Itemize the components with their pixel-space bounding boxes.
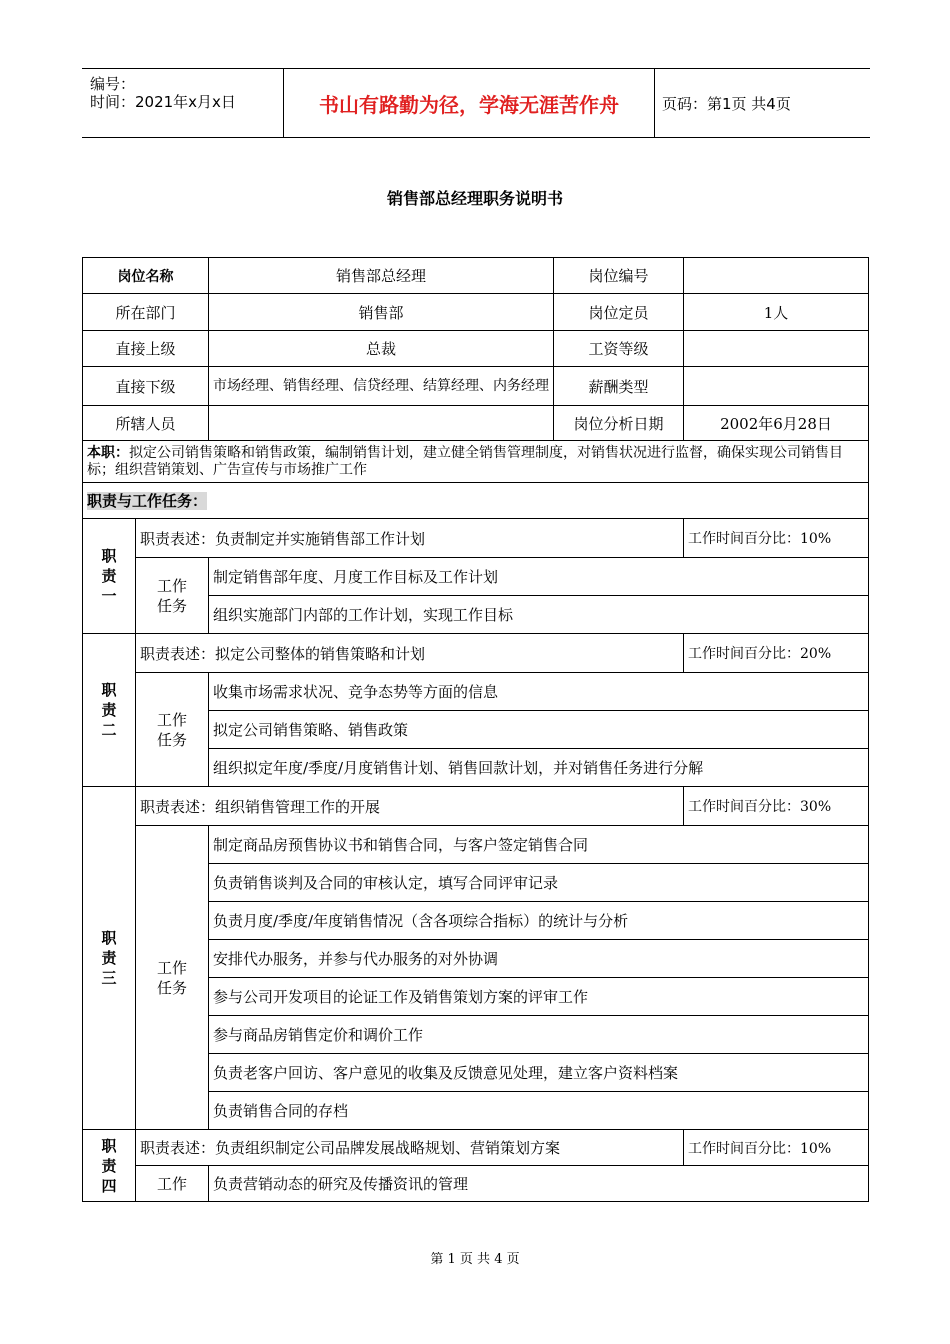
- duty-3-task-7: 负责老客户回访、客户意见的收集及反馈意见处理，建立客户资料档案: [209, 1054, 869, 1092]
- duty-row: [83, 1130, 869, 1166]
- duty-3-task-5: 参与公司开发项目的论证工作及销售策划方案的评审工作: [209, 978, 869, 1016]
- duty-2-task-2: 拟定公司销售策略、销售政策: [209, 711, 869, 749]
- duty-4-description: 职责表述：负责组织制定公司品牌发展战略规划、营销策划方案: [136, 1130, 684, 1166]
- position-name-label: 岗位名称: [83, 258, 209, 294]
- headcount-label: 岗位定员: [554, 294, 684, 331]
- duty-3-task-label: 工作任务: [136, 826, 209, 1130]
- core-duty-label: 本职：: [87, 444, 129, 461]
- duty-2-task-label: 工作任务: [136, 673, 209, 787]
- salary-type-label: 薪酬类型: [554, 367, 684, 406]
- duty-2-task-1: 收集市场需求状况、竞争态势等方面的信息: [209, 673, 869, 711]
- page-header: [82, 68, 870, 138]
- header-meta: [82, 69, 282, 137]
- salary-type-value: [684, 367, 869, 406]
- analysis-date-value: 2002年6月28日: [684, 406, 869, 441]
- table-row: [83, 331, 869, 367]
- duties-heading-cell: [83, 483, 869, 519]
- table-row: [83, 367, 869, 406]
- position-code-label: 岗位编号: [554, 258, 684, 294]
- duty-3-task-6: 参与商品房销售定价和调价工作: [209, 1016, 869, 1054]
- duty-1-task-label: 工作任务: [136, 558, 209, 634]
- subordinate-value: 市场经理、销售经理、信贷经理、结算经理、内务经理: [209, 367, 554, 406]
- duty-row: [83, 519, 869, 558]
- duty-3-task-4: 安排代办服务，并参与代办服务的对外协调: [209, 940, 869, 978]
- table-row: [83, 258, 869, 294]
- duty-row: [83, 787, 869, 826]
- duty-row: [83, 634, 869, 673]
- table-row: [83, 294, 869, 331]
- superior-value: 总裁: [209, 331, 554, 367]
- superior-label: 直接上级: [83, 331, 209, 367]
- task-row: [83, 826, 869, 864]
- duty-3-task-2: 负责销售谈判及合同的审核认定，填写合同评审记录: [209, 864, 869, 902]
- table-row: [83, 441, 869, 483]
- duty-2-task-3: 组织拟定年度/季度/月度销售计划、销售回款计划，并对销售任务进行分解: [209, 749, 869, 787]
- duty-3-task-3: 负责月度/季度/年度销售情况（含各项综合指标）的统计与分析: [209, 902, 869, 940]
- duty-4-label: [83, 1130, 136, 1202]
- position-code-value: [684, 258, 869, 294]
- duty-3-percent: 工作时间百分比：30%: [684, 787, 869, 826]
- department-value: 销售部: [209, 294, 554, 331]
- page-footer: 第 1 页 共 4 页: [430, 1252, 520, 1267]
- duty-2-percent: 工作时间百分比：20%: [684, 634, 869, 673]
- table-row: [83, 406, 869, 441]
- task-row: [83, 673, 869, 711]
- core-duty-text: 拟定公司销售策略和销售政策，编制销售计划，建立健全销售管理制度，对销售状况进行监督，确保实现公司销售目标；组织营销策划、广告宣传与市场推广工作: [87, 444, 843, 478]
- core-duty: [83, 441, 869, 483]
- duties-heading: 职责与工作任务：: [87, 492, 208, 510]
- subordinate-label: 直接下级: [83, 367, 209, 406]
- position-name-value: 销售部总经理: [209, 258, 554, 294]
- duty-4-percent: 工作时间百分比：10%: [684, 1130, 869, 1166]
- task-row: [83, 558, 869, 596]
- job-description-table: [82, 257, 869, 1202]
- page-indicator: 页码：第1页 共4页: [662, 94, 791, 113]
- table-row: [83, 483, 869, 519]
- department-label: 所在部门: [83, 294, 209, 331]
- duty-1-label: [83, 519, 136, 634]
- header-motto: 书山有路勤为径，学海无涯苦作舟: [283, 69, 655, 137]
- duty-4-task-1: 负责营销动态的研究及传播资讯的管理: [209, 1166, 869, 1202]
- document-title: 销售部总经理职务说明书: [386, 189, 563, 208]
- salary-grade-value: [684, 331, 869, 367]
- duty-1-task-1: 制定销售部年度、月度工作目标及工作计划: [209, 558, 869, 596]
- duty-1-task-2: 组织实施部门内部的工作计划，实现工作目标: [209, 596, 869, 634]
- task-row: [83, 1166, 869, 1202]
- duty-2-label-text: 职责二: [101, 681, 117, 739]
- headcount-value: 1人: [684, 294, 869, 331]
- duty-2-description: 职责表述：拟定公司整体的销售策略和计划: [136, 634, 684, 673]
- duty-1-description: 职责表述：负责制定并实施销售部工作计划: [136, 519, 684, 558]
- duty-1-label-text: 职责一: [101, 547, 117, 605]
- staff-label: 所辖人员: [83, 406, 209, 441]
- duty-3-description: 职责表述：组织销售管理工作的开展: [136, 787, 684, 826]
- time-label: 时间：2021年x月x日: [90, 93, 236, 111]
- duty-2-label: [83, 634, 136, 787]
- duty-3-task-8: 负责销售合同的存档: [209, 1092, 869, 1130]
- staff-value: [209, 406, 554, 441]
- duty-4-label-text: 职责四: [101, 1136, 117, 1195]
- number-label: 编号：: [90, 75, 136, 93]
- duty-1-percent: 工作时间百分比：10%: [684, 519, 869, 558]
- duty-3-label: [83, 787, 136, 1130]
- duty-3-task-1: 制定商品房预售协议书和销售合同，与客户签定销售合同: [209, 826, 869, 864]
- duty-4-task-label: 工作: [136, 1166, 209, 1202]
- analysis-date-label: 岗位分析日期: [554, 406, 684, 441]
- salary-grade-label: 工资等级: [554, 331, 684, 367]
- duty-3-label-text: 职责三: [101, 929, 117, 987]
